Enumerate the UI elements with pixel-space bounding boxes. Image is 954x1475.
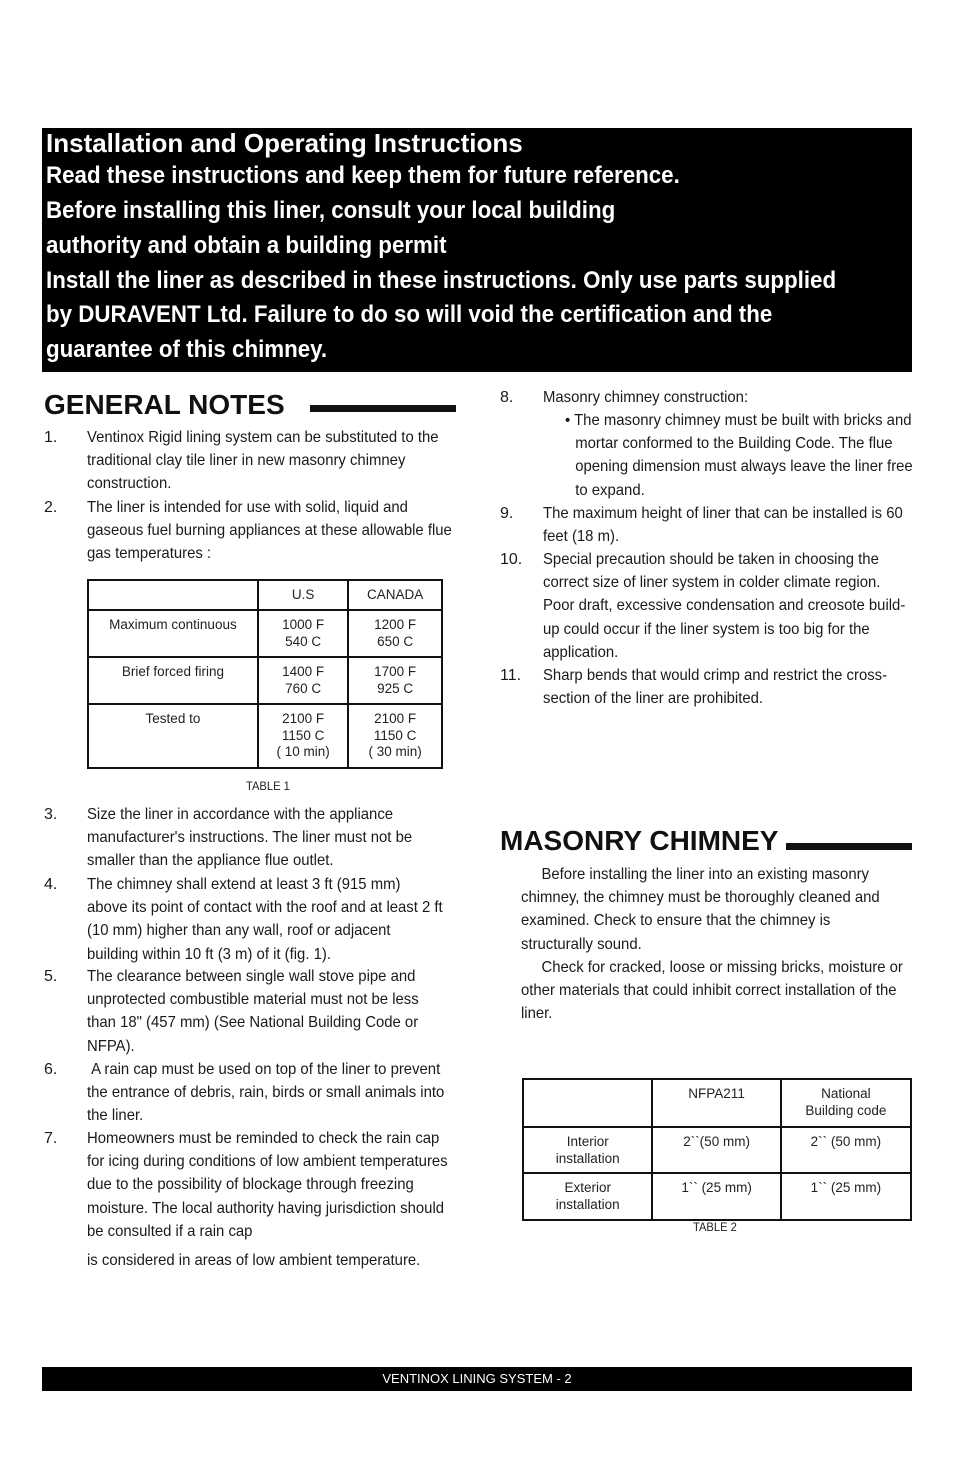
note-text: Ventinox Rigid lining system can be substituted to the traditional clay tile liner in new masonry chimney construction.: [87, 429, 439, 493]
banner-line: guarantee of this chimney.: [46, 336, 328, 363]
note-number: 4.: [44, 876, 58, 893]
table-cell: National Building code: [781, 1079, 911, 1127]
note-number: 9.: [500, 505, 514, 522]
masonry-paragraph: Before installing the liner into an existing masonry chimney, the chimney must be thoroughly cleaned and examined. Check to ensure that the chimney is structurally sound.: [521, 866, 880, 953]
temperature-table: [87, 579, 443, 769]
table-cell: Tested to: [88, 704, 258, 768]
page-footer: VENTINOX LINING SYSTEM - 2: [42, 1367, 912, 1391]
table-header-row: [88, 580, 442, 610]
table-cell: 1700 F 925 C: [348, 657, 442, 704]
general-notes-heading: GENERAL NOTES: [44, 389, 285, 420]
table-cell: 1000 F 540 C: [258, 610, 348, 657]
table-cell: [88, 580, 258, 610]
note-number: 7.: [44, 1130, 58, 1147]
table-cell: Maximum continuous: [88, 610, 258, 657]
note-number: 3.: [44, 806, 58, 823]
table-cell: Interior installation: [523, 1127, 652, 1173]
table-cell: Exterior installation: [523, 1173, 652, 1220]
note-number: 8.: [500, 389, 514, 406]
heading-rule: [310, 405, 456, 412]
banner-line: by DURAVENT Ltd. Failure to do so will void the certification and the: [46, 301, 773, 328]
note-number: 5.: [44, 968, 58, 985]
table-cell: 1200 F 650 C: [348, 610, 442, 657]
table-cell: U.S: [258, 580, 348, 610]
table-cell: 1`` (25 mm): [652, 1173, 780, 1220]
table-row: [88, 704, 442, 768]
note-number: 11.: [500, 667, 522, 684]
banner-line: authority and obtain a building permit: [46, 232, 447, 259]
table-row: [523, 1127, 911, 1173]
note-text: Homeowners must be reminded to check the rain cap for icing during conditions of low ambient temperatures due to the possibility of blockage through freezing moisture. The local authority having jurisdiction should be consulted if a rain cap: [87, 1130, 448, 1240]
table-cell: Brief forced firing: [88, 657, 258, 704]
table-cell: 2`` (50 mm): [781, 1127, 911, 1173]
note-number: 10.: [500, 551, 523, 568]
note-number: 6.: [44, 1061, 58, 1078]
table-row: [88, 610, 442, 657]
masonry-chimney-heading: MASONRY CHIMNEY: [500, 825, 779, 856]
note-text: is considered in areas of low ambient temperature.: [87, 1252, 421, 1269]
note-text: Masonry chimney construction:: [543, 389, 749, 406]
table-header-row: [523, 1079, 911, 1127]
instructions-banner: [42, 128, 912, 372]
banner-line: Before installing this liner, consult your local building: [46, 197, 616, 224]
note-text: Size the liner in accordance with the appliance manufacturer's instructions. The liner must not be smaller than the appliance flue outlet.: [87, 806, 413, 870]
banner-title: Installation and Operating Instructions: [46, 128, 523, 158]
banner-line: Read these instructions and keep them for future reference.: [46, 162, 680, 189]
note-text: Sharp bends that would crimp and restrict the cross-section of the liner are prohibited.: [543, 667, 888, 708]
table-cell: 2``(50 mm): [652, 1127, 780, 1173]
table-caption: TABLE 2: [693, 1220, 737, 1234]
table-cell: [523, 1079, 652, 1127]
note-number: 2.: [44, 499, 58, 516]
table-cell: 2100 F 1150 C ( 10 min): [258, 704, 348, 768]
clearance-table: [522, 1078, 912, 1221]
note-text: The chimney shall extend at least 3 ft (915 mm) above its point of contact with the roof and at least 2 ft (10 mm) higher than any wall, roof or adjacent building within 10 ft (3 m) of it (fig. 1).: [87, 876, 443, 963]
heading-rule: [786, 843, 912, 850]
note-number: 1.: [44, 429, 58, 446]
table-row: [523, 1173, 911, 1220]
table-cell: 2100 F 1150 C ( 30 min): [348, 704, 442, 768]
note-text: The clearance between single wall stove pipe and unprotected combustible material must not be less than 18" (457 mm) (See National Building Code or NFPA).: [87, 968, 419, 1055]
table-cell: 1400 F 760 C: [258, 657, 348, 704]
table-cell: 1`` (25 mm): [781, 1173, 911, 1220]
note-text: A rain cap must be used on top of the liner to prevent the entrance of debris, rain, birds or small animals into the liner.: [87, 1061, 449, 1125]
table-caption: TABLE 1: [246, 779, 290, 793]
masonry-paragraph: Check for cracked, loose or missing bricks, moisture or other materials that could inhibit correct installation of the liner.: [521, 959, 903, 1023]
table-cell: NFPA211: [652, 1079, 780, 1127]
note-text: The liner is intended for use with solid, liquid and gaseous fuel burning appliances at these allowable flue gas temperatures :: [87, 499, 452, 563]
note-text: • The masonry chimney must be built with bricks and mortar conformed to the Building Code. The flue opening dimension must always leave the liner free to expand.: [565, 412, 913, 499]
table-row: [88, 657, 442, 704]
table-cell: CANADA: [348, 580, 442, 610]
note-text: The maximum height of liner that can be installed is 60 feet (18 m).: [543, 505, 903, 546]
note-text: Special precaution should be taken in choosing the correct size of liner system in colder climate region. Poor draft, excessive condensation and creosote build-up could occur if the liner system is too big for the application.: [543, 551, 906, 661]
banner-line: Install the liner as described in these instructions. Only use parts supplied: [46, 267, 837, 294]
